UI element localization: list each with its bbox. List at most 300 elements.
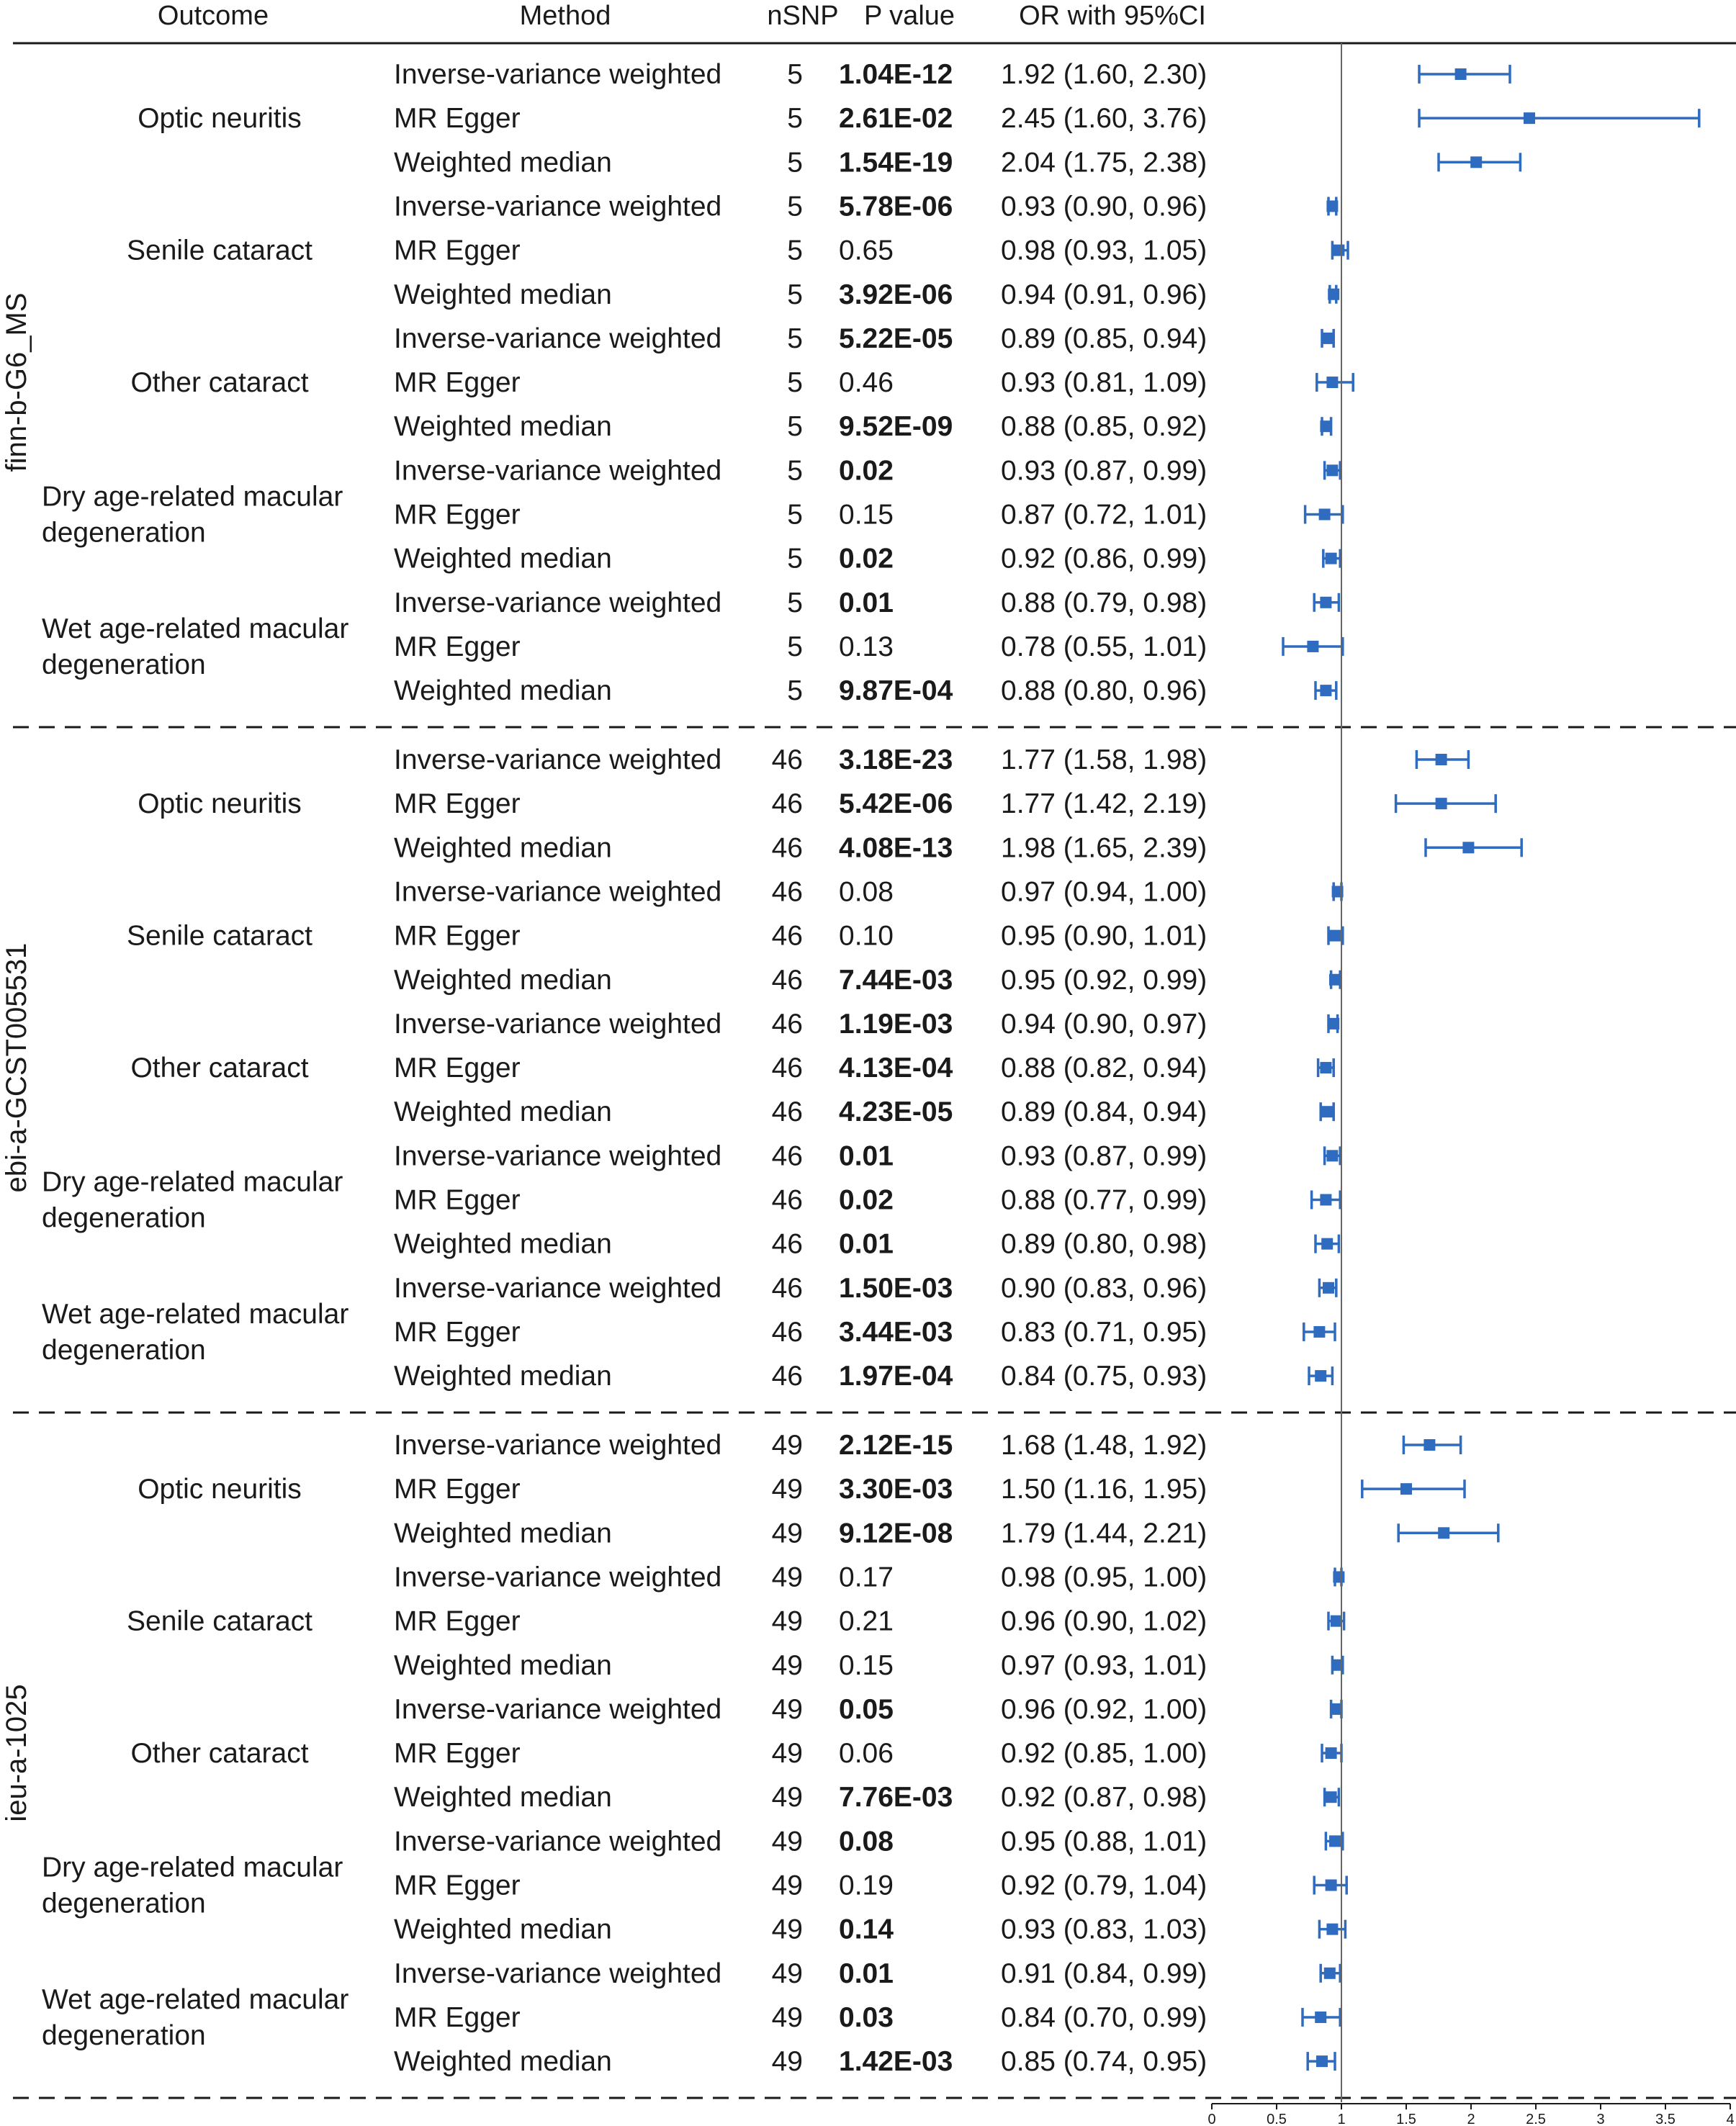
nsnp-cell: 46	[771, 964, 803, 996]
method-cell: MR Egger	[394, 499, 521, 531]
or-point	[1313, 1326, 1325, 1338]
nsnp-cell: 5	[787, 59, 803, 90]
table-row	[394, 1870, 1346, 1901]
or-cell: 0.89 (0.80, 0.98)	[1001, 1228, 1207, 1260]
x-tick-label: 1.5	[1396, 2112, 1416, 2126]
method-cell: Weighted median	[394, 964, 612, 996]
or-point	[1331, 1703, 1342, 1715]
outcome-label: Wet age-related macular	[42, 1983, 349, 2015]
method-cell: MR Egger	[394, 1605, 521, 1637]
pvalue-cell: 0.15	[839, 1649, 894, 1681]
nsnp-cell: 46	[771, 744, 803, 775]
pvalue-cell: 0.15	[839, 499, 894, 531]
outcome-label: Dry age-related macular	[42, 1166, 343, 1198]
nsnp-cell: 46	[771, 920, 803, 952]
nsnp-cell: 46	[771, 1272, 803, 1304]
or-point	[1315, 2012, 1326, 2023]
method-cell: Weighted median	[394, 832, 612, 864]
method-cell: Weighted median	[394, 1518, 612, 1549]
or-point	[1324, 1968, 1336, 1979]
method-cell: Inverse-variance weighted	[394, 59, 722, 90]
table-row	[394, 147, 1520, 178]
pvalue-cell: 1.54E-19	[839, 147, 953, 179]
method-cell: Inverse-variance weighted	[394, 1008, 722, 1040]
pvalue-cell: 9.12E-08	[839, 1518, 953, 1549]
method-cell: Weighted median	[394, 1361, 612, 1392]
pvalue-cell: 9.87E-04	[839, 675, 953, 707]
or-point	[1424, 1439, 1435, 1451]
nsnp-cell: 46	[771, 1096, 803, 1128]
pvalue-cell: 4.23E-05	[839, 1096, 953, 1128]
or-point	[1326, 464, 1338, 476]
nsnp-cell: 5	[787, 675, 803, 707]
pvalue-cell: 9.52E-09	[839, 411, 953, 443]
exposure-label: ebi-a-GCST005531	[1, 942, 32, 1193]
or-point	[1328, 289, 1339, 300]
outcome-block	[138, 59, 1699, 178]
or-point	[1326, 377, 1338, 388]
outcome-label: degeneration	[42, 1334, 206, 1366]
pvalue-cell: 0.14	[839, 1914, 894, 1945]
nsnp-cell: 49	[771, 1870, 803, 1901]
table-row	[394, 1317, 1335, 1348]
method-cell: Inverse-variance weighted	[394, 191, 722, 222]
table-row	[394, 965, 1341, 996]
or-point	[1323, 1282, 1334, 1294]
exposure-label: finn-b-G6_MS	[1, 292, 32, 472]
nsnp-cell: 46	[771, 788, 803, 820]
table-row	[394, 631, 1343, 662]
outcome-block	[127, 1562, 1344, 1680]
x-tick-label: 1	[1337, 2112, 1346, 2126]
or-cell: 0.98 (0.95, 1.00)	[1001, 1562, 1207, 1593]
pvalue-cell: 2.61E-02	[839, 103, 953, 135]
table-row	[394, 1694, 1342, 1725]
or-point	[1326, 1880, 1337, 1891]
method-cell: MR Egger	[394, 631, 521, 662]
or-cell: 0.91 (0.84, 0.99)	[1001, 1958, 1207, 1989]
x-tick-label: 2	[1467, 2112, 1475, 2126]
or-point	[1320, 685, 1331, 696]
pvalue-cell: 4.08E-13	[839, 832, 953, 864]
pvalue-cell: 0.01	[839, 1140, 894, 1172]
outcome-block	[130, 323, 1353, 442]
or-point	[1326, 1924, 1338, 1935]
or-cell: 0.92 (0.86, 0.99)	[1001, 543, 1207, 575]
or-point	[1462, 842, 1474, 853]
x-tick-label: 0	[1207, 2112, 1216, 2126]
outcome-label: degeneration	[42, 1202, 206, 1234]
nsnp-cell: 46	[771, 1316, 803, 1348]
pvalue-cell: 3.18E-23	[839, 744, 953, 775]
nsnp-cell: 46	[771, 1053, 803, 1084]
outcome-block	[42, 587, 1343, 706]
method-cell: Inverse-variance weighted	[394, 1693, 722, 1725]
or-point	[1326, 1747, 1337, 1759]
outcome-label: Other cataract	[130, 1738, 309, 1770]
table-row	[394, 1826, 1343, 1857]
table-row	[394, 103, 1699, 134]
method-cell: Weighted median	[394, 1228, 612, 1260]
or-point	[1328, 1018, 1339, 1030]
nsnp-cell: 5	[787, 191, 803, 222]
or-cell: 2.45 (1.60, 3.76)	[1001, 103, 1207, 135]
outcome-label: degeneration	[42, 517, 206, 549]
pvalue-cell: 1.97E-04	[839, 1361, 953, 1392]
or-point	[1329, 930, 1341, 942]
nsnp-cell: 49	[771, 1474, 803, 1505]
or-point	[1436, 754, 1447, 765]
pvalue-cell: 1.04E-12	[839, 59, 953, 90]
or-point	[1321, 1238, 1333, 1250]
or-cell: 1.68 (1.48, 1.92)	[1001, 1430, 1207, 1461]
method-cell: Inverse-variance weighted	[394, 1826, 722, 1857]
or-cell: 0.89 (0.85, 0.94)	[1001, 323, 1207, 354]
table-rows	[1, 59, 1736, 2098]
method-cell: MR Egger	[394, 1738, 521, 1770]
or-cell: 0.93 (0.87, 0.99)	[1001, 1140, 1207, 1172]
or-point	[1326, 1150, 1338, 1161]
method-cell: Inverse-variance weighted	[394, 1140, 722, 1172]
or-cell: 0.88 (0.77, 0.99)	[1001, 1184, 1207, 1216]
outcome-label: Senile cataract	[127, 920, 312, 952]
or-cell: 1.79 (1.44, 2.21)	[1001, 1518, 1207, 1549]
or-point	[1326, 1791, 1337, 1803]
table-row	[394, 1562, 1344, 1593]
pvalue-cell: 2.12E-15	[839, 1430, 953, 1461]
pvalue-cell: 3.30E-03	[839, 1474, 953, 1505]
table-row	[394, 323, 1334, 354]
pvalue-cell: 4.13E-04	[839, 1053, 953, 1084]
or-point	[1316, 2055, 1328, 2067]
or-cell: 0.88 (0.82, 0.94)	[1001, 1053, 1207, 1084]
or-point	[1319, 509, 1331, 521]
table-row	[394, 675, 1336, 706]
table-row	[394, 1185, 1340, 1216]
nsnp-cell: 49	[771, 1562, 803, 1593]
table-row	[394, 279, 1339, 310]
or-cell: 1.77 (1.42, 2.19)	[1001, 788, 1207, 820]
outcome-label: Optic neuritis	[138, 103, 302, 135]
or-cell: 0.88 (0.79, 0.98)	[1001, 587, 1207, 618]
method-cell: Weighted median	[394, 2046, 612, 2078]
table-row	[394, 1361, 1332, 1392]
outcome-label: Optic neuritis	[138, 1474, 302, 1505]
outcome-label: Senile cataract	[127, 1605, 312, 1637]
nsnp-cell: 5	[787, 103, 803, 135]
or-cell: 0.92 (0.87, 0.98)	[1001, 1782, 1207, 1814]
header-method: Method	[519, 1, 611, 31]
outcome-label: Senile cataract	[127, 235, 312, 266]
method-cell: MR Egger	[394, 367, 521, 399]
outcome-block	[127, 876, 1344, 995]
nsnp-cell: 5	[787, 235, 803, 266]
or-cell: 0.88 (0.85, 0.92)	[1001, 411, 1207, 443]
table-row	[394, 1229, 1339, 1260]
or-point	[1329, 1835, 1341, 1847]
method-cell: MR Egger	[394, 235, 521, 266]
x-tick-label: 2.5	[1526, 2112, 1546, 2126]
or-point	[1307, 641, 1318, 652]
header-or: OR with 95%CI	[1019, 1, 1206, 31]
or-cell: 0.96 (0.90, 1.02)	[1001, 1605, 1207, 1637]
header-pvalue: P value	[863, 1, 955, 31]
outcome-block	[42, 1826, 1346, 1945]
pvalue-cell: 0.65	[839, 235, 894, 266]
nsnp-cell: 46	[771, 1228, 803, 1260]
pvalue-cell: 1.42E-03	[839, 2046, 953, 2078]
outcome-block	[130, 1009, 1339, 1127]
outcome-label: degeneration	[42, 2019, 206, 2051]
table-row	[394, 1053, 1334, 1084]
nsnp-cell: 49	[771, 2046, 803, 2078]
pvalue-cell: 7.44E-03	[839, 964, 953, 996]
or-point	[1438, 1527, 1449, 1539]
or-cell: 0.94 (0.90, 0.97)	[1001, 1008, 1207, 1040]
or-point	[1326, 553, 1337, 564]
nsnp-cell: 46	[771, 876, 803, 908]
or-point	[1321, 1106, 1333, 1117]
nsnp-cell: 5	[787, 455, 803, 487]
table-row	[394, 1738, 1341, 1769]
or-point	[1320, 1194, 1331, 1206]
or-cell: 0.98 (0.93, 1.05)	[1001, 235, 1207, 266]
or-point	[1320, 597, 1331, 608]
table-row	[394, 544, 1340, 575]
or-cell: 0.95 (0.92, 0.99)	[1001, 964, 1207, 996]
or-cell: 0.92 (0.79, 1.04)	[1001, 1870, 1207, 1901]
header-nsnp: nSNP	[767, 1, 839, 31]
outcome-block	[138, 744, 1521, 863]
method-cell: Weighted median	[394, 675, 612, 707]
nsnp-cell: 5	[787, 411, 803, 443]
outcome-label: Wet age-related macular	[42, 1298, 349, 1330]
method-cell: Weighted median	[394, 411, 612, 443]
method-cell: MR Egger	[394, 1053, 521, 1084]
outcome-block	[42, 1958, 1340, 2077]
or-point	[1321, 333, 1333, 344]
outcome-block	[130, 1694, 1341, 1813]
or-cell: 0.84 (0.70, 0.99)	[1001, 2001, 1207, 2033]
pvalue-cell: 0.13	[839, 631, 894, 662]
table-row	[394, 2002, 1340, 2033]
method-cell: MR Egger	[394, 1474, 521, 1505]
pvalue-cell: 0.02	[839, 543, 894, 575]
nsnp-cell: 49	[771, 1738, 803, 1770]
exposure-group	[1, 1430, 1736, 2098]
table-row	[394, 411, 1331, 442]
method-cell: Inverse-variance weighted	[394, 455, 722, 487]
x-tick-label: 4	[1726, 2112, 1735, 2126]
nsnp-cell: 5	[787, 587, 803, 618]
outcome-block	[42, 455, 1343, 574]
nsnp-cell: 49	[771, 1958, 803, 1989]
nsnp-cell: 5	[787, 543, 803, 575]
nsnp-cell: 5	[787, 323, 803, 354]
nsnp-cell: 46	[771, 1008, 803, 1040]
table-row	[394, 744, 1468, 775]
nsnp-cell: 46	[771, 1361, 803, 1392]
table-row	[394, 1782, 1339, 1813]
method-cell: MR Egger	[394, 1316, 521, 1348]
pvalue-cell: 1.19E-03	[839, 1008, 953, 1040]
pvalue-cell: 0.10	[839, 920, 894, 952]
or-cell: 0.93 (0.83, 1.03)	[1001, 1914, 1207, 1945]
nsnp-cell: 49	[771, 1649, 803, 1681]
table-row	[394, 921, 1343, 952]
table-row	[394, 1474, 1465, 1505]
nsnp-cell: 49	[771, 1693, 803, 1725]
pvalue-cell: 0.01	[839, 1228, 894, 1260]
nsnp-cell: 49	[771, 1518, 803, 1549]
or-cell: 0.78 (0.55, 1.01)	[1001, 631, 1207, 662]
table-row	[394, 455, 1340, 486]
nsnp-cell: 49	[771, 1914, 803, 1945]
table-row	[394, 1273, 1336, 1304]
or-cell: 0.92 (0.85, 1.00)	[1001, 1738, 1207, 1770]
header-outcome: Outcome	[157, 1, 269, 31]
or-point	[1333, 245, 1344, 256]
outcome-label: Other cataract	[130, 367, 309, 399]
method-cell: Inverse-variance weighted	[394, 876, 722, 908]
or-point	[1320, 1062, 1331, 1073]
outcome-label: Other cataract	[130, 1053, 309, 1084]
or-cell: 1.77 (1.58, 1.98)	[1001, 744, 1207, 775]
method-cell: Weighted median	[394, 1914, 612, 1945]
table-row	[394, 788, 1496, 819]
method-cell: Inverse-variance weighted	[394, 744, 722, 775]
method-cell: Inverse-variance weighted	[394, 587, 722, 618]
or-cell: 0.97 (0.94, 1.00)	[1001, 876, 1207, 908]
table-row	[394, 1430, 1461, 1461]
pvalue-cell: 0.06	[839, 1738, 894, 1770]
outcome-block	[42, 1140, 1340, 1259]
exposure-group	[1, 59, 1736, 727]
or-cell: 0.94 (0.91, 0.96)	[1001, 279, 1207, 310]
nsnp-cell: 46	[771, 1184, 803, 1216]
or-cell: 0.95 (0.90, 1.01)	[1001, 920, 1207, 952]
nsnp-cell: 46	[771, 832, 803, 864]
or-cell: 0.96 (0.92, 1.00)	[1001, 1693, 1207, 1725]
or-cell: 0.93 (0.87, 0.99)	[1001, 455, 1207, 487]
nsnp-cell: 49	[771, 1605, 803, 1637]
table-row	[394, 1096, 1334, 1127]
method-cell: Weighted median	[394, 147, 612, 179]
or-cell: 0.93 (0.90, 0.96)	[1001, 191, 1207, 222]
outcome-label: Wet age-related macular	[42, 613, 349, 644]
nsnp-cell: 49	[771, 1782, 803, 1814]
or-point	[1400, 1483, 1412, 1495]
table-row	[394, 832, 1521, 863]
table-row	[394, 1958, 1340, 1989]
method-cell: Inverse-variance weighted	[394, 1958, 722, 1989]
pvalue-cell: 0.01	[839, 1958, 894, 1989]
table-row	[394, 876, 1344, 907]
or-cell: 0.95 (0.88, 1.01)	[1001, 1826, 1207, 1857]
or-cell: 0.87 (0.72, 1.01)	[1001, 499, 1207, 531]
method-cell: Weighted median	[394, 543, 612, 575]
method-cell: Weighted median	[394, 1782, 612, 1814]
outcome-label: degeneration	[42, 649, 206, 680]
method-cell: Weighted median	[394, 1096, 612, 1128]
pvalue-cell: 1.50E-03	[839, 1272, 953, 1304]
or-cell: 0.93 (0.81, 1.09)	[1001, 367, 1207, 399]
x-tick-label: 0.5	[1267, 2112, 1287, 2126]
or-point	[1333, 1571, 1344, 1582]
nsnp-cell: 49	[771, 2001, 803, 2033]
nsnp-cell: 49	[771, 1826, 803, 1857]
pvalue-cell: 0.03	[839, 2001, 894, 2033]
pvalue-cell: 0.01	[839, 587, 894, 618]
method-cell: Weighted median	[394, 279, 612, 310]
method-cell: MR Egger	[394, 1184, 521, 1216]
pvalue-cell: 3.44E-03	[839, 1316, 953, 1348]
table-row	[394, 500, 1343, 531]
header-row	[158, 1, 1206, 31]
pvalue-cell: 0.21	[839, 1605, 894, 1637]
pvalue-cell: 0.46	[839, 367, 894, 399]
outcome-block	[138, 1430, 1498, 1549]
outcome-label: Dry age-related macular	[42, 481, 343, 513]
nsnp-cell: 5	[787, 631, 803, 662]
table-row	[394, 59, 1510, 90]
table-row	[394, 1914, 1345, 1945]
or-point	[1436, 798, 1447, 809]
pvalue-cell: 0.05	[839, 1693, 894, 1725]
or-cell: 1.50 (1.16, 1.95)	[1001, 1474, 1207, 1505]
table-row	[394, 1518, 1498, 1549]
table-row	[394, 2046, 1335, 2077]
table-row	[394, 235, 1348, 266]
or-point	[1524, 112, 1535, 124]
or-cell: 1.98 (1.65, 2.39)	[1001, 832, 1207, 864]
table-row	[394, 1009, 1339, 1040]
method-cell: MR Egger	[394, 103, 521, 135]
or-cell: 0.83 (0.71, 0.95)	[1001, 1316, 1207, 1348]
or-point	[1331, 1616, 1342, 1627]
x-tick-label: 3	[1596, 2112, 1605, 2126]
nsnp-cell: 5	[787, 279, 803, 310]
pvalue-cell: 5.78E-06	[839, 191, 953, 222]
or-point	[1470, 156, 1482, 168]
outcome-block	[42, 1273, 1336, 1392]
pvalue-cell: 0.08	[839, 1826, 894, 1857]
pvalue-cell: 0.02	[839, 1184, 894, 1216]
or-cell: 1.92 (1.60, 2.30)	[1001, 59, 1207, 90]
pvalue-cell: 3.92E-06	[839, 279, 953, 310]
table-row	[394, 191, 1338, 222]
or-cell: 0.90 (0.83, 0.96)	[1001, 1272, 1207, 1304]
or-point	[1315, 1370, 1326, 1382]
pvalue-cell: 0.17	[839, 1562, 894, 1593]
nsnp-cell: 5	[787, 367, 803, 399]
outcome-label: Dry age-related macular	[42, 1852, 343, 1883]
or-cell: 0.89 (0.84, 0.94)	[1001, 1096, 1207, 1128]
method-cell: Inverse-variance weighted	[394, 1562, 722, 1593]
outcome-block	[127, 191, 1348, 310]
or-point	[1329, 974, 1341, 986]
pvalue-cell: 0.02	[839, 455, 894, 487]
pvalue-cell: 7.76E-03	[839, 1782, 953, 1814]
method-cell: Inverse-variance weighted	[394, 1430, 722, 1461]
table-row	[394, 367, 1353, 398]
method-cell: Weighted median	[394, 1649, 612, 1681]
x-axis	[1207, 43, 1734, 2126]
pvalue-cell: 5.22E-05	[839, 323, 953, 354]
method-cell: MR Egger	[394, 920, 521, 952]
pvalue-cell: 0.19	[839, 1870, 894, 1901]
or-cell: 0.97 (0.93, 1.01)	[1001, 1649, 1207, 1681]
